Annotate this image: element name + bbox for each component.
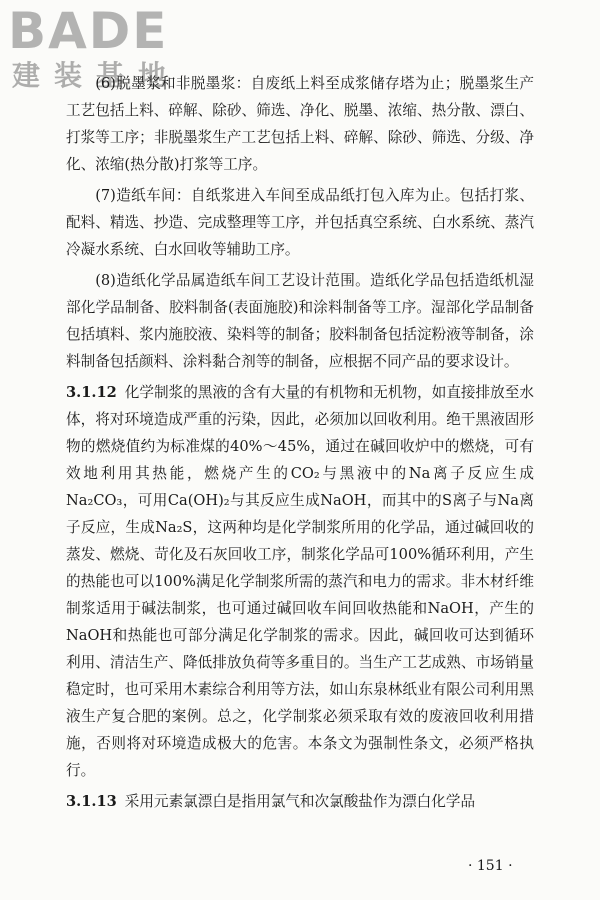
- clause-text: 采用元素氯漂白是指用氯气和次氯酸盐作为漂白化学品: [124, 793, 476, 810]
- clause-3-1-12: [66, 379, 534, 784]
- clause-text: 化学制浆的黑液的含有大量的有机物和无机物，如直接排放至水体，将对环境造成严重的污染，因此，必须加以回收利用。绝干黑液固形物的燃烧值约为标准煤的40%～45%，通过在碱回收炉中的燃烧，可有效地利用其热能，燃烧产生的CO₂与黑液中的Na离子反应生成Na₂CO₃，可用Ca(OH)₂与其反应生成NaOH，而其中的S离子与Na离子反应，生成Na₂S，这两种均是化学制浆所用的化学品，通过碱回收的蒸发、燃烧、苛化及石灰回收工序，制浆化学品可100%循环利用，产生的热能也可以100%满足化学制浆所需的蒸汽和电力的需求。非木材纤维制浆适用于碱法制浆，也可通过碱回收车间回收热能和NaOH，产生的NaOH和热能也可部分满足化学制浆的需求。因此，碱回收可达到循环利用、清洁生产、降低排放负荷等多重目的。当生产工艺成熟、市场销量稳定时，也可采用木素综合利用等方法，如山东泉林纸业有限公司利用黑液生产复合肥的案例。总之，化学制浆必须采取有效的废液回收利用措施，否则将对环境造成极大的危害。本条文为强制性条文，必须严格执行。: [66, 384, 534, 779]
- clause-3-1-13: [66, 788, 534, 815]
- watermark-subtitle: 建装基地: [12, 59, 181, 92]
- page-body: [66, 70, 534, 819]
- paragraph-text: (6)脱墨浆和非脱墨浆：自废纸上料至成浆储存塔为止；脱墨浆生产工艺包括上料、碎解、除砂、筛选、净化、脱墨、浓缩、热分散、漂白、打浆等工序；非脱墨浆生产工艺包括上料、碎解、除砂、筛选、分级、净化、浓缩(热分散)打浆等工序。: [66, 75, 534, 173]
- clause-number: 3.1.12: [66, 384, 117, 401]
- clause-number: 3.1.13: [66, 793, 117, 810]
- page-number: · 151 ·: [468, 858, 513, 874]
- paragraph-8: [66, 267, 534, 375]
- paragraph-6: [66, 70, 534, 178]
- watermark-logo-text: BADE: [8, 2, 169, 60]
- paragraph-7: [66, 182, 534, 263]
- paragraph-text: (7)造纸车间：自纸浆进入车间至成品纸打包入库为止。包括打浆、配料、精选、抄造、完成整理等工序，并包括真空系统、白水系统、蒸汽冷凝水系统、白水回收等辅助工序。: [66, 187, 534, 258]
- paragraph-text: (8)造纸化学品属造纸车间工艺设计范围。造纸化学品包括造纸机湿部化学品制备、胶料制备(表面施胶)和涂料制备等工序。湿部化学品制备包括填料、浆内施胶液、染料等的制备；胶料制备包括淀粉液等制备，涂料制备包括颜料、涂料黏合剂等的制备，应根据不同产品的要求设计。: [66, 272, 534, 370]
